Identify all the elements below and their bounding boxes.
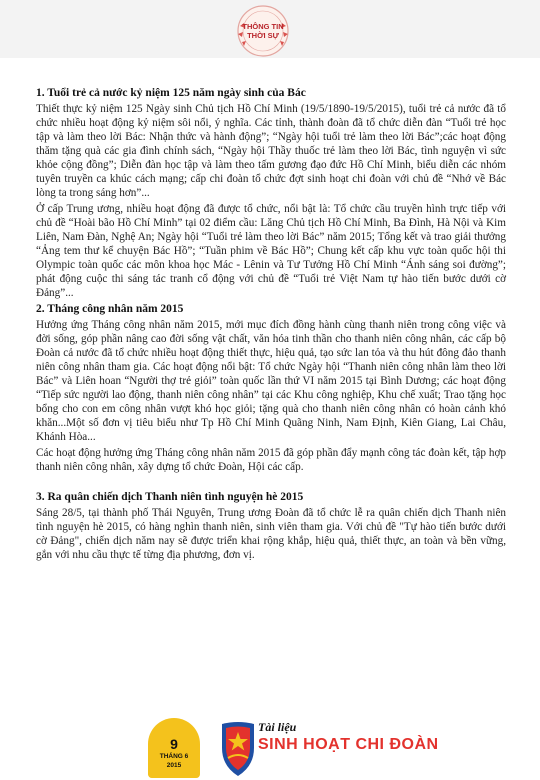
section-heading: 1. Tuổi trẻ cả nước kỷ niệm 125 năm ngày sinh của Bác: [36, 87, 306, 99]
paragraph: Các hoạt động hưởng ứng Tháng công nhân năm 2015 đã góp phần đẩy mạnh công tác đoàn kết, tập hợp thanh niên công nhân, xây dựng tổ chức Đoàn, Hội các cấp.: [36, 447, 506, 473]
news-badge: [232, 4, 294, 58]
paragraph: Hưởng ứng Tháng công nhân năm 2015, mới mục đích đồng hành cùng thanh niên trong công việc và đời sống, góp phần nâng cao đời sống vật chất, văn hóa tinh thần cho thanh niên công nhân, các cấp bộ Đoàn cả nước đã tổ chức nhiều hoạt động thiết thực, hiệu quả, tạo sức lan tỏa và thu hút đông đảo thanh niên công nhân tham gia. Các hoạt động nổi bật: Tổ chức Ngày hội “Thanh niên công nhân làm theo lời Bác” và Liên hoan “Người thợ trẻ giỏi” toàn quốc lần thứ VI năm 2015 tại Bình Dương; các hoạt động “Tiếp sức người lao động, thanh niên công nhân” tại các Khu công nghiệp, Khu chế xuất; Trao tặng học bổng cho con em công nhân vượt khó học giỏi; tặng quà cho thanh niên công nhân có hoàn cảnh khó khăn...Một số đơn vị tiêu biểu như Tp Hồ Chí Minh Quãng Ninh, Nam Định, Kiên Giang, Lai Châu, Khánh Hòa...: [36, 319, 506, 443]
section-3: [36, 490, 506, 562]
page-number-tab: [148, 718, 200, 778]
section-1: [36, 86, 506, 300]
footer: [0, 710, 540, 780]
paragraph: Ở cấp Trung ương, nhiều hoạt động đã được tổ chức, nổi bật là: Tổ chức cầu truyền hình trực tiếp với chủ đề “Hoài bão Hồ Chí Minh” tại 02 điểm cầu: Lăng Chủ tịch Hồ Chí Minh, Ba Đình, Hà Nội và Kim Liên, Nam Đàn, Nghệ An; Ngày hội “Tuổi trẻ làm theo lời Bác” năm 2015; Tổng kết và trao giải thưởng “Ảng tem thư kể chuyện Bác Hồ”; “Tuần phim về Bác Hồ”; Chung kết cấp khu vực toàn quốc hội thi Olympic toàn quốc các môn khoa học Mác - Lênin và Tư Tưởng Hồ Chí Minh “Ánh sáng soi đường”; phát động cuộc thi sáng tác tranh cổ động với chủ đề “Tuổi trẻ Việt Nam tự hào tiến bước dưới cờ Đảng”...: [36, 203, 506, 299]
youth-union-emblem-icon: [216, 718, 260, 780]
brand-title: SINH HOẠT CHI ĐOÀN: [258, 736, 439, 753]
badge-line-1: THÔNG TIN: [242, 22, 284, 31]
section-spacer: [36, 476, 506, 490]
issue-month: THÁNG 6: [159, 753, 189, 760]
badge-line-2: THỜI SỰ: [247, 31, 279, 40]
brand-caption: Tài liệu: [258, 720, 297, 734]
badge-label: [232, 22, 294, 40]
issue-year: 2015: [166, 762, 182, 769]
paragraph: Sáng 28/5, tại thành phố Thái Nguyên, Trung ương Đoàn đã tổ chức lễ ra quân chiến dịch Thanh niên tình nguyện hè 2015, có hàng nghìn thanh niên, sinh viên tham gia. Với chủ đề "Tự hào tiến bước dưới cờ Đảng", chiến dịch năm nay sẽ được triển khai rộng khắp, hiệu quả, thiết thực, an toàn và bền vững, gắn với nhu cầu thực tế từng địa phương, đơn vị.: [36, 507, 506, 561]
section-heading: 2. Tháng công nhân năm 2015: [36, 303, 184, 315]
article-body: [36, 86, 506, 564]
page-number: 9: [170, 736, 178, 752]
paragraph: Thiết thực kỷ niệm 125 Ngày sinh Chủ tịch Hồ Chí Minh (19/5/1890-19/5/2015), tuổi trẻ cả nước đã tổ chức nhiều hoạt động kỷ niệm sôi nổi, ý nghĩa. Các tỉnh, thành đoàn đã tổ chức diễn đàn “Tuổi trẻ học tập và làm theo lời Bác: Nhận thức và hành động”; “Ngày hội tuổi trẻ làm theo lời Bác”;các hoạt động thăm tặng quà các gia đình chính sách, “Ngày hội Thầy thuốc trẻ làm theo lời Bác, tình nguyện vì sức khỏe cộng đồng”; Diễn đàn học tập và làm theo tấm gương đạo đức Hồ Chí Minh, biểu diễn các nhóm tuyên truyền ca khúc cách mạng; cấp chi đoàn tổ chức đợt sinh hoạt chi đoàn với chủ đề “Nhớ về Bác lòng ta trong sáng hơn”...: [36, 103, 506, 199]
section-2: [36, 302, 506, 474]
section-heading: 3. Ra quân chiến dịch Thanh niên tình nguyện hè 2015: [36, 491, 304, 503]
